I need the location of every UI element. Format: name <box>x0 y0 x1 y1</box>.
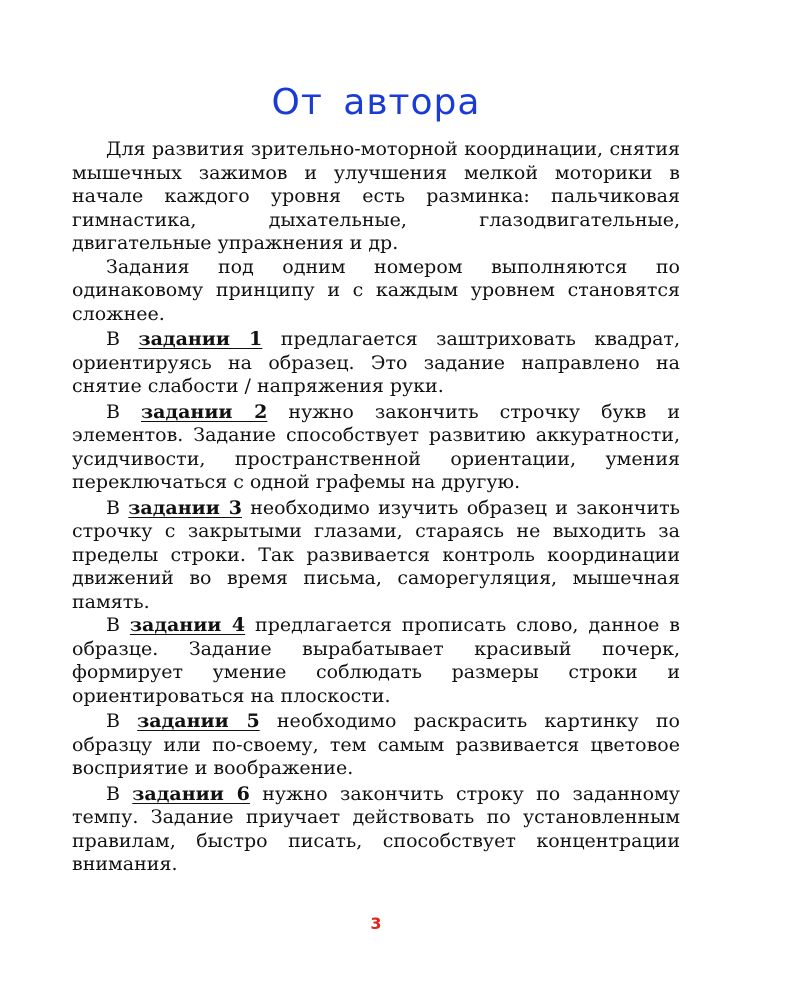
task-paragraph-4 <box>72 614 680 708</box>
task-label-4: задании 4 <box>129 614 246 636</box>
task-description-3: необходимо изучить образец и закончить строчку с закрытыми глазами, стараясь не выходить за пределы строки. Так развивается контроль координации движений во время письма, саморегуляция, мышечная память. <box>72 496 680 613</box>
task-prefix: В <box>106 614 130 636</box>
task-label-3: задании 3 <box>128 496 242 519</box>
task-description-4: предлагается прописать слово, данное в образце. Задание вырабатывает красивый почерк, формирует умение соблюдать размеры строки и ориентироваться на плоскости. <box>72 614 680 707</box>
task-prefix: В <box>106 496 129 519</box>
task-prefix: В <box>106 328 139 350</box>
task-description-5: необходимо раскрасить картинку по образцу или по-своему, тем самым развивается цветовое восприятие и воображение. <box>72 710 680 779</box>
intro-paragraph-2: Задания под одним номером выполняются по одинаковому принципу и с каждым уровнем становятся сложнее. <box>72 255 680 325</box>
task-description-2: нужно закончить строчку букв и элементов. Задание способствует развитию аккуратности, усидчивости, пространственной ориентации, умения переключаться с одной графемы на другую. <box>72 400 681 493</box>
page-title: От автора <box>271 82 481 123</box>
task-label-1: задании 1 <box>138 328 263 350</box>
task-prefix: В <box>106 782 133 805</box>
task-prefix: В <box>106 400 142 423</box>
task-prefix: В <box>106 710 138 732</box>
task-label-6: задании 6 <box>132 782 250 805</box>
task-paragraph-6 <box>72 783 680 877</box>
page-content <box>72 80 680 877</box>
task-paragraph-5 <box>72 710 680 781</box>
task-description-6: нужно закончить строку по заданному темпу. Задание приучает действовать по установленным правилам, быстро писать, способствует концентрации внимания. <box>72 782 680 875</box>
intro-paragraph-1: Для развития зрительно-моторной координации, снятия мышечных зажимов и улучшения мелкой моторики в начале каждого уровня есть разминка: пальчиковая гимнастика, дыхательные, глазодвигательные, двигательные упражнения и др. <box>72 138 680 254</box>
task-paragraph-2 <box>72 401 680 495</box>
task-paragraph-3 <box>72 497 680 615</box>
task-paragraph-1 <box>72 328 680 399</box>
task-label-2: задании 2 <box>141 400 268 423</box>
page-number: 3 <box>370 914 382 933</box>
task-description-1: предлагается заштриховать квадрат, ориентируясь на образец. Это задание направлено на снятие слабости / напряжения руки. <box>72 328 680 397</box>
task-label-5: задании 5 <box>137 710 260 732</box>
